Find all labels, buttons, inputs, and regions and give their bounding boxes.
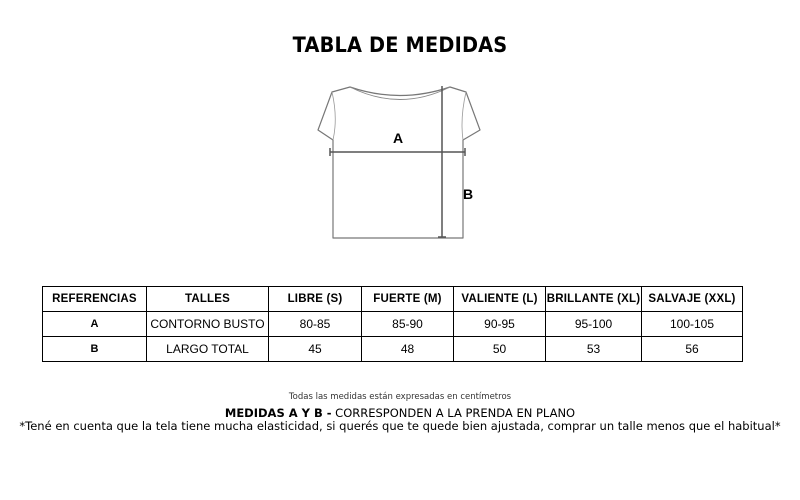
- tshirt-outline: [318, 87, 480, 238]
- row-talle: CONTORNO BUSTO: [147, 312, 269, 337]
- neckline: [350, 87, 450, 100]
- header-talles: TALLES: [147, 287, 269, 312]
- cell-value: 85-90: [362, 312, 454, 337]
- cell-value: 53: [546, 337, 642, 362]
- header-fuerte: FUERTE (M): [362, 287, 454, 312]
- page-title: TABLA DE MEDIDAS: [292, 33, 508, 57]
- cell-value: 90-95: [454, 312, 546, 337]
- medidas-note-bold: MEDIDAS A Y B -: [224, 406, 332, 420]
- medidas-note: [0, 406, 800, 420]
- cell-value: 45: [269, 337, 362, 362]
- header-brillante: BRILLANTE (XL): [546, 287, 642, 312]
- measure-label-a: A: [392, 130, 404, 146]
- units-note: Todas las medidas están expresadas en centímetros: [288, 392, 512, 402]
- tshirt-diagram: [300, 78, 500, 248]
- elasticity-tip: *Tené en cuenta que la tela tiene mucha elasticidad, si querés que te quede bien ajustada, comprar un talle menos que el habitual*: [19, 419, 781, 433]
- cell-value: 95-100: [546, 312, 642, 337]
- cell-value: 48: [362, 337, 454, 362]
- sleeve-seam-right: [462, 92, 466, 140]
- table-header-row: [43, 287, 743, 312]
- row-ref: A: [43, 312, 147, 337]
- header-referencias: REFERENCIAS: [43, 287, 147, 312]
- measure-label-b: B: [462, 186, 474, 202]
- sleeve-seam-left: [332, 92, 335, 140]
- size-table: [42, 286, 743, 362]
- table-row: [43, 312, 743, 337]
- cell-value: 100-105: [642, 312, 743, 337]
- cell-value: 56: [642, 337, 743, 362]
- row-talle: LARGO TOTAL: [147, 337, 269, 362]
- header-valiente: VALIENTE (L): [454, 287, 546, 312]
- header-salvaje: SALVAJE (XXL): [642, 287, 743, 312]
- medidas-note-rest: CORRESPONDEN A LA PRENDA EN PLANO: [331, 406, 576, 420]
- table-row: [43, 337, 743, 362]
- cell-value: 50: [454, 337, 546, 362]
- cell-value: 80-85: [269, 312, 362, 337]
- row-ref: B: [43, 337, 147, 362]
- header-libre: LIBRE (S): [269, 287, 362, 312]
